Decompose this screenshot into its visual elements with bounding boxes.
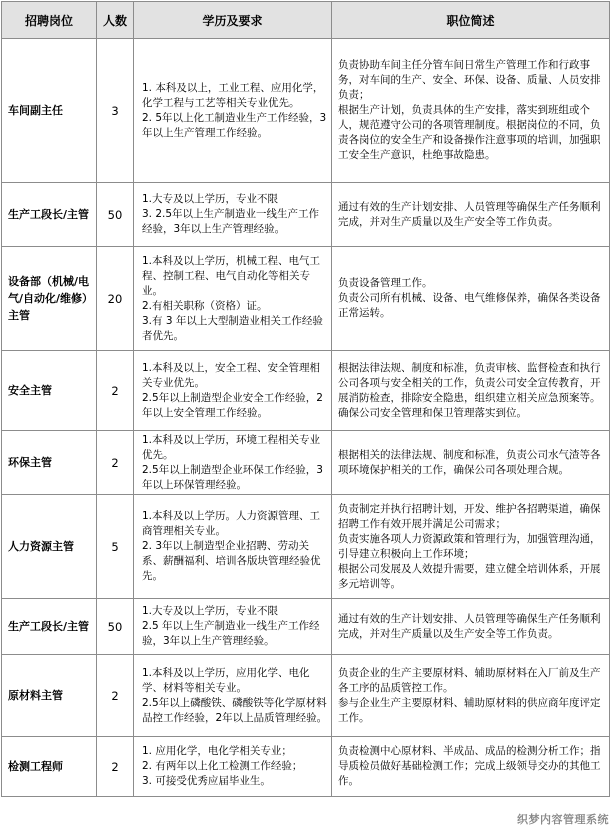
position-cell: 车间副主任 bbox=[2, 39, 97, 183]
description-line: 负责检测中心原材料、半成品、成品的检测分析工作；指导质检员做好基础检测工作；完成上级领导交办的其他工作。 bbox=[338, 745, 601, 787]
requirement-line: 1.本科及以上学历，应用化学、电化学、材料等相关专业。 bbox=[142, 666, 310, 694]
requirement-line: 3.有 3 年以上大型制造业相关工作经验者优先。 bbox=[142, 314, 323, 342]
count-cell: 50 bbox=[97, 599, 134, 655]
table-row bbox=[2, 431, 610, 495]
requirements-cell bbox=[134, 495, 332, 599]
watermark: 织梦内容管理系统 bbox=[517, 813, 609, 826]
requirement-line: 1.大专及以上学历，专业不限 bbox=[142, 605, 279, 617]
requirement-line: 1. 应用化学，电化学相关专业； bbox=[142, 745, 292, 757]
description-line: 参与企业生产主要原材料、辅助原材料的供应商年度评定工作。 bbox=[338, 696, 601, 724]
recruitment-table bbox=[1, 1, 610, 797]
count-cell: 5 bbox=[97, 495, 134, 599]
count-cell: 2 bbox=[97, 655, 134, 737]
requirements-cell bbox=[134, 655, 332, 737]
description-cell bbox=[332, 247, 610, 351]
description-line: 根据法律法规、制度和标准，负责审核、监督检查和执行公司各项与安全相关的工作，负责公司安全宣传教育，开展消防检查，排除安全隐患，组织建立相关应急预案等。确保公司安全管理和保卫管理落实到位。 bbox=[338, 361, 601, 419]
requirement-line: 1. 本科及以上，工业工程、应用化学，化学工程与工艺等相关专业优先。 bbox=[142, 81, 324, 109]
table-row bbox=[2, 495, 610, 599]
table-row bbox=[2, 737, 610, 797]
table-row bbox=[2, 351, 610, 431]
position-cell: 人力资源主管 bbox=[2, 495, 97, 599]
requirement-line: 2. 有两年以上化工检测工作经验； bbox=[142, 760, 303, 772]
position-cell: 安全主管 bbox=[2, 351, 97, 431]
description-cell bbox=[332, 599, 610, 655]
requirements-cell bbox=[134, 351, 332, 431]
position-cell: 生产工段长/主管 bbox=[2, 183, 97, 247]
requirements-cell bbox=[134, 247, 332, 351]
requirement-line: 2.5年以上制造型企业安全工作经验，2年以上安全管理工作经验。 bbox=[142, 391, 323, 419]
description-cell bbox=[332, 431, 610, 495]
table-row bbox=[2, 599, 610, 655]
requirement-line: 1.本科及以上学历。人力资源管理、工商管理相关专业。 bbox=[142, 510, 321, 537]
requirements-cell bbox=[134, 599, 332, 655]
requirements-cell bbox=[134, 39, 332, 183]
description-line: 通过有效的生产计划安排、人员管理等确保生产任务顺利完成，并对生产质量以及生产安全等工作负责。 bbox=[338, 200, 601, 228]
count-cell: 2 bbox=[97, 351, 134, 431]
description-line: 负责公司所有机械、设备、电气维修保养，确保各类设备正常运转。 bbox=[338, 292, 601, 319]
description-line: 负责制定并执行招聘计划，开发、维护各招聘渠道，确保招聘工作有效开展并满足公司需求； bbox=[338, 502, 601, 530]
description-cell bbox=[332, 39, 610, 183]
position-cell: 原材料主管 bbox=[2, 655, 97, 737]
description-line: 根据相关的法律法规、制度和标准，负责公司水气渣等各项环境保护相关的工作，确保公司各项处理合规。 bbox=[338, 448, 601, 476]
header-row bbox=[2, 2, 610, 39]
requirement-line: 1.本科及以上，安全工程、安全管理相关专业优先。 bbox=[142, 361, 321, 389]
requirement-line: 2.5 年以上生产制造业一线生产工作经验，3年以上生产管理经验。 bbox=[142, 620, 320, 647]
requirement-line: 1.大专及以上学历，专业不限 bbox=[142, 193, 279, 205]
description-cell bbox=[332, 655, 610, 737]
position-cell: 设备部（机械/电气/自动化/维修）主管 bbox=[2, 247, 97, 351]
requirement-line: 2.有相关职称（资格）证。 bbox=[142, 299, 268, 312]
header-requirements: 学历及要求 bbox=[134, 2, 332, 39]
position-cell: 生产工段长/主管 bbox=[2, 599, 97, 655]
requirement-line: 1.本科及以上学历，机械工程、电气工程、控制工程、电气自动化等相关专业。 bbox=[142, 254, 321, 297]
description-line: 负责协助车间主任分管车间日常生产管理工作和行政事务，对车间的生产、安全、环保、设备、质量、人员安排负责； bbox=[338, 59, 601, 101]
table-row bbox=[2, 247, 610, 351]
requirements-cell bbox=[134, 737, 332, 797]
description-line: 通过有效的生产计划安排、人员管理等确保生产任务顺利完成，并对生产质量以及生产安全等工作负责。 bbox=[338, 612, 601, 640]
requirement-line: 2.5年以上磷酸铁、磷酸铁等化学原材料品控工作经验，2年以上品质管理经验。 bbox=[142, 696, 328, 724]
count-cell: 2 bbox=[97, 737, 134, 797]
description-cell bbox=[332, 737, 610, 797]
description-line: 负责设备管理工作。 bbox=[338, 277, 433, 289]
description-line: 负责企业的生产主要原材料、辅助原材料在入厂前及生产各工序的品质管控工作。 bbox=[338, 666, 601, 694]
requirements-cell bbox=[134, 183, 332, 247]
description-line: 负责实施各项人力资源政策和管理行为，加强管理沟通，引导建立积极向上工作环境； bbox=[338, 532, 601, 560]
header-count: 人数 bbox=[97, 2, 134, 39]
description-line: 根据公司发展及人效提升需要，建立健全培训体系，开展多元培训等。 bbox=[338, 562, 601, 590]
description-line: 根据生产计划，负责具体的生产安排，落实到班组或个人，规范遵守公司的各项管理制度。根据岗位的不同，负责各岗位的安全生产和设备操作注意事项的培训，加强职工安全生产意识，杜绝事故隐患。 bbox=[338, 104, 601, 161]
description-cell bbox=[332, 183, 610, 247]
count-cell: 2 bbox=[97, 431, 134, 495]
count-cell: 20 bbox=[97, 247, 134, 351]
requirements-cell bbox=[134, 431, 332, 495]
count-cell: 50 bbox=[97, 183, 134, 247]
requirement-line: 2.5年以上制造型企业环保工作经验，3年以上环保管理经验。 bbox=[142, 463, 323, 491]
table-row bbox=[2, 183, 610, 247]
description-cell bbox=[332, 495, 610, 599]
position-cell: 检测工程师 bbox=[2, 737, 97, 797]
description-cell bbox=[332, 351, 610, 431]
requirement-line: 3. 可接受优秀应届毕业生。 bbox=[142, 775, 271, 787]
position-cell: 环保主管 bbox=[2, 431, 97, 495]
requirement-line: 1.本科及以上学历，环境工程相关专业优先。 bbox=[142, 433, 321, 461]
table-row bbox=[2, 655, 610, 737]
requirement-line: 2. 3年以上制造型企业招聘、劳动关系、薪酬福利、培训各版块管理经验优先。 bbox=[142, 540, 321, 582]
header-position: 招聘岗位 bbox=[2, 2, 97, 39]
header-description: 职位简述 bbox=[332, 2, 610, 39]
requirement-line: 3. 2.5年以上生产制造业一线生产工作经验，3年以上生产管理经验。 bbox=[142, 208, 320, 235]
count-cell: 3 bbox=[97, 39, 134, 183]
requirement-line: 2. 5年以上化工制造业生产工作经验，3年以上生产管理工作经验。 bbox=[142, 111, 327, 139]
table-row bbox=[2, 39, 610, 183]
